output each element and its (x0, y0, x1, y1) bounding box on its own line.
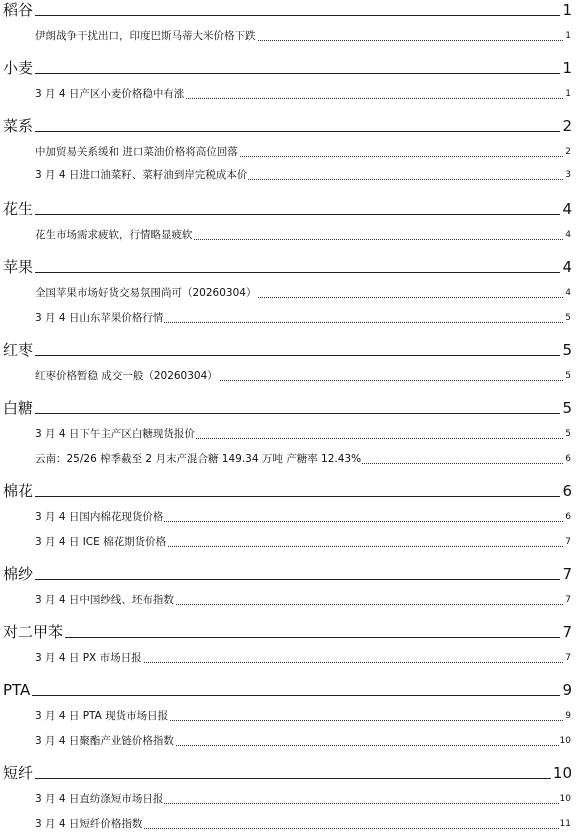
toc-subentry-title: 3 月 4 日国内棉花现货价格 (35, 511, 164, 523)
toc-section-page: 2 (562, 117, 572, 135)
toc-subentry-page: 7 (564, 650, 571, 666)
toc-section-page: 6 (562, 482, 572, 500)
toc-subentry[interactable] (0, 509, 576, 525)
toc-subentry-page: 10 (559, 733, 571, 749)
toc-subentry-title: 3 月 4 日 PTA 现货市场日报 (35, 710, 169, 722)
toc-subentry[interactable] (0, 534, 576, 550)
toc-subentry[interactable] (0, 310, 576, 326)
toc-subentry-title: 3 月 4 日进口油菜籽、菜籽油到岸完税成本价 (35, 169, 248, 181)
toc-section-entry[interactable] (0, 257, 576, 279)
toc-leader-line (3, 695, 572, 696)
toc-subentry-title: 中加贸易关系缓和 进口菜油价格将高位回落 (35, 146, 238, 158)
toc-section-title: 小麦 (3, 59, 34, 77)
toc-subentry[interactable] (0, 144, 576, 160)
toc-subentry[interactable] (0, 426, 576, 442)
toc-section-entry[interactable] (0, 564, 576, 586)
toc-subentry-title: 3 月 4 日聚酯产业链价格指数 (35, 735, 174, 747)
toc-subentry-page: 9 (564, 708, 571, 724)
toc-subentry-title: 全国苹果市场好货交易氛围尚可（20260304） (35, 287, 257, 299)
toc-section-entry[interactable] (0, 0, 576, 22)
toc-subentry[interactable] (0, 733, 576, 749)
toc-section-page: 7 (562, 565, 572, 583)
toc-subentry-page: 1 (564, 28, 571, 44)
toc-subentry[interactable] (0, 791, 576, 807)
toc-subentry[interactable] (0, 650, 576, 666)
toc-section-title: 稻谷 (3, 1, 34, 19)
toc-subentry[interactable] (0, 167, 576, 183)
toc-subentry-page: 7 (564, 534, 571, 550)
toc-subentry[interactable] (0, 227, 576, 243)
toc-section-page: 5 (562, 399, 572, 417)
toc-section-entry[interactable] (0, 622, 576, 644)
toc-leader-line (3, 272, 572, 273)
toc-leader-line (3, 579, 572, 580)
toc-subentry-title: 花生市场需求疲软，行情略显疲软 (35, 229, 193, 241)
toc-leader-line (3, 778, 572, 779)
toc-leader-line (3, 131, 572, 132)
toc-section-page: 1 (562, 1, 572, 19)
toc-section-page: 1 (562, 59, 572, 77)
toc-section-page: 10 (552, 764, 572, 782)
toc-subentry[interactable] (0, 28, 576, 44)
toc-subentry-page: 4 (564, 285, 571, 301)
toc-subentry-page: 2 (564, 144, 571, 160)
toc-leader-line (3, 496, 572, 497)
toc-section-title: 短纤 (3, 764, 34, 782)
toc-section-entry[interactable] (0, 680, 576, 702)
toc-subentry-page: 6 (564, 451, 571, 467)
toc-subentry[interactable] (0, 86, 576, 102)
toc-subentry[interactable] (0, 708, 576, 724)
toc-section-title: 红枣 (3, 341, 34, 359)
toc-section-entry[interactable] (0, 763, 576, 785)
toc-section-title: 花生 (3, 200, 34, 218)
toc-subentry-page: 6 (564, 509, 571, 525)
toc-subentry-page: 5 (564, 310, 571, 326)
toc-subentry-title: 伊朗战争干扰出口，印度巴斯马蒂大米价格下跌 (35, 30, 256, 42)
toc-section-title: 苹果 (3, 258, 34, 276)
toc-section-entry[interactable] (0, 116, 576, 138)
toc-subentry-title: 云南：25/26 榨季截至 2 月末产混合糖 149.34 万吨 产糖率 12.43% (35, 453, 362, 465)
toc-leader-line (3, 73, 572, 74)
toc-section-title: 棉纱 (3, 565, 34, 583)
toc-leader-line (3, 637, 572, 638)
toc-subentry-title: 3 月 4 日 PX 市场日报 (35, 652, 142, 664)
toc-section-page: 4 (562, 258, 572, 276)
toc-subentry-page: 11 (559, 816, 571, 832)
toc-section-entry[interactable] (0, 481, 576, 503)
toc-subentry[interactable] (0, 592, 576, 608)
toc-section-page: 9 (562, 681, 572, 699)
toc-subentry-page: 4 (564, 227, 571, 243)
toc-subentry-title: 3 月 4 日中国纱线、坯布指数 (35, 594, 174, 606)
toc-leader-line (3, 15, 572, 16)
toc-section-entry[interactable] (0, 398, 576, 420)
toc-leader-line (3, 413, 572, 414)
toc-subentry-page: 3 (564, 167, 571, 183)
toc-section-entry[interactable] (0, 58, 576, 80)
toc-leader-line (3, 355, 572, 356)
toc-section-title: 菜系 (3, 117, 34, 135)
toc-leader-line (3, 214, 572, 215)
toc-subentry-title: 3 月 4 日产区小麦价格稳中有涨 (35, 88, 185, 100)
toc-subentry-title: 3 月 4 日直纺涤短市场日报 (35, 793, 164, 805)
toc-subentry[interactable] (0, 451, 576, 467)
toc-subentry-page: 7 (564, 592, 571, 608)
toc-section-title: PTA (3, 681, 31, 699)
toc-subentry[interactable] (0, 816, 576, 832)
toc-subentry[interactable] (0, 368, 576, 384)
toc-section-title: 白糖 (3, 399, 34, 417)
toc-section-entry[interactable] (0, 340, 576, 362)
toc-subentry-title: 3 月 4 日短纤价格指数 (35, 818, 143, 830)
toc-section-title: 棉花 (3, 482, 34, 500)
toc-subentry-title: 红枣价格暂稳 成交一般（20260304） (35, 370, 218, 382)
toc-subentry-title: 3 月 4 日 ICE 棉花期货价格 (35, 536, 167, 548)
toc-subentry-page: 5 (564, 426, 571, 442)
toc-subentry-page: 10 (559, 791, 571, 807)
toc-section-entry[interactable] (0, 199, 576, 221)
toc-section-page: 7 (562, 623, 572, 641)
toc-section-title: 对二甲苯 (3, 623, 64, 641)
toc-subentry-title: 3 月 4 日下午主产区白糖现货报价 (35, 428, 195, 440)
toc-subentry-title: 3 月 4 日山东苹果价格行情 (35, 312, 164, 324)
toc-subentry[interactable] (0, 285, 576, 301)
toc-section-page: 5 (562, 341, 572, 359)
toc-section-page: 4 (562, 200, 572, 218)
toc-subentry-page: 1 (564, 86, 571, 102)
toc-subentry-page: 5 (564, 368, 571, 384)
